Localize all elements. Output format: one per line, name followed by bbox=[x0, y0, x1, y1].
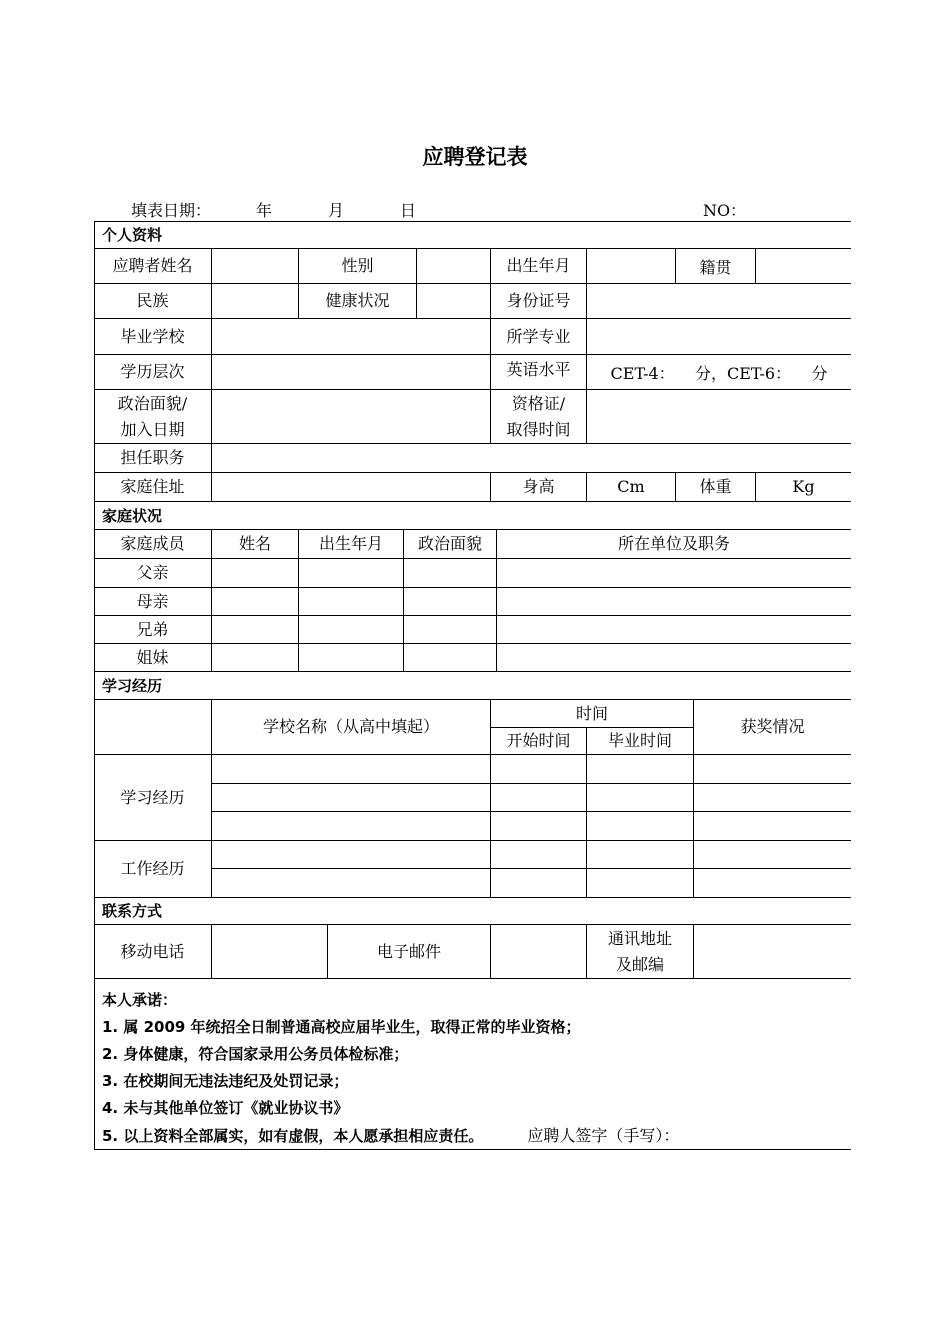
family-member-father: 父亲 bbox=[94, 559, 212, 588]
field-height-unit[interactable]: Cm bbox=[587, 473, 676, 502]
field-school[interactable] bbox=[212, 319, 491, 355]
field-brothers-birth[interactable] bbox=[299, 616, 404, 644]
field-work-end-2[interactable] bbox=[587, 869, 694, 898]
study-header-end: 毕业时间 bbox=[587, 728, 694, 755]
label-position-held: 担任职务 bbox=[94, 444, 212, 473]
field-father-birth[interactable] bbox=[299, 559, 404, 588]
field-education-level[interactable] bbox=[212, 355, 491, 390]
label-id-number: 身份证号 bbox=[491, 284, 587, 319]
field-study-school-2[interactable] bbox=[212, 784, 491, 812]
fill-date-label: 填表日期： bbox=[131, 201, 212, 220]
section-contact: 联系方式 bbox=[94, 898, 851, 925]
field-father-name[interactable] bbox=[212, 559, 299, 588]
year-label: 年 bbox=[256, 201, 273, 220]
label-mailing-address-line2: 及邮编 bbox=[615, 954, 664, 974]
family-header-member: 家庭成员 bbox=[94, 530, 212, 559]
field-major[interactable] bbox=[587, 319, 851, 355]
label-gender: 性别 bbox=[299, 249, 417, 284]
field-sisters-politics[interactable] bbox=[404, 644, 497, 672]
field-mother-employer[interactable] bbox=[497, 588, 851, 616]
number-label: NO： bbox=[703, 201, 747, 220]
field-work-start-2[interactable] bbox=[491, 869, 587, 898]
field-work-end-1[interactable] bbox=[587, 841, 694, 869]
label-work-history: 工作经历 bbox=[94, 841, 212, 898]
field-mother-politics[interactable] bbox=[404, 588, 497, 616]
field-sisters-birth[interactable] bbox=[299, 644, 404, 672]
field-study-school-1[interactable] bbox=[212, 755, 491, 784]
family-header-politics: 政治面貌 bbox=[404, 530, 497, 559]
field-study-end-2[interactable] bbox=[587, 784, 694, 812]
month-label: 月 bbox=[328, 201, 345, 220]
family-member-sisters: 姐妹 bbox=[94, 644, 212, 672]
field-study-start-3[interactable] bbox=[491, 812, 587, 841]
label-weight: 体重 bbox=[676, 473, 756, 502]
field-study-awards-3[interactable] bbox=[694, 812, 851, 841]
label-ethnicity: 民族 bbox=[94, 284, 212, 319]
label-major: 所学专业 bbox=[491, 319, 587, 355]
label-political-status-line2: 加入日期 bbox=[120, 419, 185, 439]
study-header-start: 开始时间 bbox=[491, 728, 587, 755]
label-health: 健康状况 bbox=[299, 284, 417, 319]
section-family: 家庭状况 bbox=[94, 502, 851, 530]
field-gender[interactable] bbox=[417, 249, 491, 284]
study-header-school: 学校名称（从高中填起） bbox=[212, 700, 491, 755]
field-brothers-name[interactable] bbox=[212, 616, 299, 644]
label-study-history: 学习经历 bbox=[94, 755, 212, 841]
label-mobile: 移动电话 bbox=[94, 925, 212, 979]
pledge-title: 本人承诺： bbox=[102, 991, 178, 1009]
field-study-school-3[interactable] bbox=[212, 812, 491, 841]
field-work-awards-1[interactable] bbox=[694, 841, 851, 869]
field-health[interactable] bbox=[417, 284, 491, 319]
field-weight-unit[interactable]: Kg bbox=[756, 473, 851, 502]
label-mailing-address-line1: 通讯地址 bbox=[607, 928, 672, 948]
pledge-item-5-row bbox=[102, 1122, 851, 1150]
field-brothers-employer[interactable] bbox=[497, 616, 851, 644]
field-study-end-1[interactable] bbox=[587, 755, 694, 784]
label-birth-date: 出生年月 bbox=[491, 249, 587, 284]
pledge-item-1: 1. 属 2009 年统招全日制普通高校应届毕业生，取得正常的毕业资格； bbox=[102, 1018, 581, 1036]
family-member-brothers: 兄弟 bbox=[94, 616, 212, 644]
section-study: 学习经历 bbox=[94, 672, 851, 700]
field-study-start-2[interactable] bbox=[491, 784, 587, 812]
field-sisters-employer[interactable] bbox=[497, 644, 851, 672]
label-certificate-line1: 资格证/ bbox=[511, 393, 566, 413]
field-mother-name[interactable] bbox=[212, 588, 299, 616]
field-id-number[interactable] bbox=[587, 284, 851, 319]
study-header-awards: 获奖情况 bbox=[694, 700, 851, 755]
pledge-block bbox=[94, 979, 851, 1150]
field-applicant-name[interactable] bbox=[212, 249, 299, 284]
section-personal: 个人资料 bbox=[94, 221, 851, 249]
pledge-item-4: 4. 未与其他单位签订《就业协议书》 bbox=[102, 1099, 349, 1117]
field-study-start-1[interactable] bbox=[491, 755, 587, 784]
field-father-employer[interactable] bbox=[497, 559, 851, 588]
label-height: 身高 bbox=[491, 473, 587, 502]
label-native-place: 籍贯 bbox=[676, 249, 756, 284]
label-applicant-name: 应聘者姓名 bbox=[94, 249, 212, 284]
signature-label[interactable]: 应聘人签字（手写）： bbox=[527, 1126, 680, 1145]
label-email: 电子邮件 bbox=[328, 925, 491, 979]
family-header-name: 姓名 bbox=[212, 530, 299, 559]
field-study-end-3[interactable] bbox=[587, 812, 694, 841]
field-work-company-2[interactable] bbox=[212, 869, 491, 898]
label-certificate bbox=[491, 390, 587, 444]
label-mailing-address bbox=[587, 925, 694, 979]
label-education-level: 学历层次 bbox=[94, 355, 212, 390]
field-brothers-politics[interactable] bbox=[404, 616, 497, 644]
label-certificate-line2: 取得时间 bbox=[506, 419, 571, 439]
field-native-place[interactable] bbox=[756, 249, 851, 284]
field-mailing-address[interactable] bbox=[694, 925, 851, 979]
label-political-status-line1: 政治面貌/ bbox=[117, 393, 188, 413]
field-position-held[interactable] bbox=[212, 444, 851, 473]
study-header-time: 时间 bbox=[491, 700, 694, 728]
field-mother-birth[interactable] bbox=[299, 588, 404, 616]
label-school: 毕业学校 bbox=[94, 319, 212, 355]
family-member-mother: 母亲 bbox=[94, 588, 212, 616]
study-header-blank bbox=[94, 700, 212, 755]
field-birth-date[interactable] bbox=[587, 249, 676, 284]
field-work-awards-2[interactable] bbox=[694, 869, 851, 898]
field-father-politics[interactable] bbox=[404, 559, 497, 588]
label-political-status bbox=[94, 390, 212, 444]
label-home-address: 家庭住址 bbox=[94, 473, 212, 502]
field-sisters-name[interactable] bbox=[212, 644, 299, 672]
field-study-awards-1[interactable] bbox=[694, 755, 851, 784]
field-english-score[interactable]: CET-4： 分，CET-6： 分 bbox=[587, 355, 851, 390]
day-label: 日 bbox=[400, 201, 417, 220]
field-home-address[interactable] bbox=[212, 473, 491, 502]
pledge-item-5: 5. 以上资料全部属实，如有虚假，本人愿承担相应责任。 bbox=[102, 1127, 484, 1145]
family-header-employer: 所在单位及职务 bbox=[497, 530, 851, 559]
field-study-awards-2[interactable] bbox=[694, 784, 851, 812]
pledge-item-2: 2. 身体健康，符合国家录用公务员体检标准； bbox=[102, 1045, 409, 1063]
field-political-status[interactable] bbox=[212, 390, 491, 444]
field-work-company-1[interactable] bbox=[212, 841, 491, 869]
label-english-level: 英语水平 bbox=[491, 355, 587, 390]
pledge-item-3: 3. 在校期间无违法违纪及处罚记录； bbox=[102, 1072, 349, 1090]
field-email[interactable] bbox=[491, 925, 587, 979]
field-work-start-1[interactable] bbox=[491, 841, 587, 869]
field-mobile[interactable] bbox=[212, 925, 328, 979]
family-header-birth: 出生年月 bbox=[299, 530, 404, 559]
field-certificate[interactable] bbox=[587, 390, 851, 444]
field-ethnicity[interactable] bbox=[212, 284, 299, 319]
form-title: 应聘登记表 bbox=[422, 145, 528, 169]
